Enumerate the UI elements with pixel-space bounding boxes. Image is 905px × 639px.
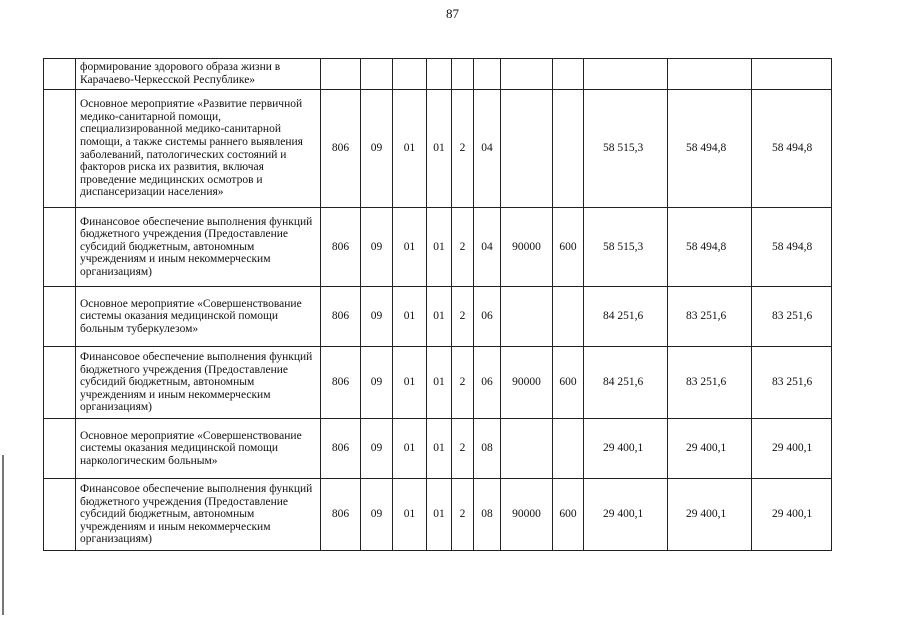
cell-program: 01 xyxy=(427,287,452,347)
cell-amount-year-3: 83 251,6 xyxy=(752,287,832,347)
cell-subsection: 01 xyxy=(393,287,427,347)
cell-amount-year-1: 58 515,3 xyxy=(584,208,668,287)
cell-expense-type: 600 xyxy=(553,347,584,419)
cell-amount-year-3 xyxy=(752,59,832,90)
cell-subsection: 01 xyxy=(393,479,427,551)
table-row xyxy=(44,59,832,90)
cell-event: 08 xyxy=(474,419,501,479)
cell-description: Финансовое обеспечение выполнения функций бюджетного учреждения (Предоставление субсидий бюджетным, автономным учреждениям и иным некоммерческим организациям) xyxy=(76,208,321,287)
cell-subsection: 01 xyxy=(393,208,427,287)
table-body xyxy=(44,59,832,551)
cell-expense-type xyxy=(553,59,584,90)
cell-section: 09 xyxy=(361,419,393,479)
cell-amount-year-3: 83 251,6 xyxy=(752,347,832,419)
table-row xyxy=(44,287,832,347)
budget-table xyxy=(43,58,832,551)
cell-amount-year-3: 58 494,8 xyxy=(752,90,832,208)
cell-amount-year-3: 29 400,1 xyxy=(752,479,832,551)
table-row xyxy=(44,419,832,479)
page-number: 87 xyxy=(446,6,459,21)
cell-subsection xyxy=(393,59,427,90)
cell-subsection: 01 xyxy=(393,347,427,419)
cell-amount-year-2: 58 494,8 xyxy=(668,208,752,287)
cell-event: 06 xyxy=(474,347,501,419)
table-row xyxy=(44,479,832,551)
cell-expense-type: 600 xyxy=(553,208,584,287)
cell-section xyxy=(361,59,393,90)
cell-amount-year-3: 29 400,1 xyxy=(752,419,832,479)
cell-expense-direction xyxy=(501,59,553,90)
cell-event: 04 xyxy=(474,90,501,208)
cell-description: Основное мероприятие «Совершенствование системы оказания медицинской помощи больным туберкулезом» xyxy=(76,287,321,347)
cell-amount-year-2: 29 400,1 xyxy=(668,419,752,479)
cell-expense-type xyxy=(553,419,584,479)
cell-amount-year-2: 29 400,1 xyxy=(668,479,752,551)
cell-amount-year-2: 83 251,6 xyxy=(668,347,752,419)
cell-ministry-code: 806 xyxy=(321,208,361,287)
cell-ministry-code: 806 xyxy=(321,90,361,208)
cell-expense-type: 600 xyxy=(553,479,584,551)
table-row xyxy=(44,347,832,419)
cell-row-number xyxy=(44,287,76,347)
cell-expense-direction xyxy=(501,419,553,479)
cell-program xyxy=(427,59,452,90)
cell-row-number xyxy=(44,419,76,479)
cell-amount-year-1: 84 251,6 xyxy=(584,287,668,347)
cell-description: Финансовое обеспечение выполнения функций бюджетного учреждения (Предоставление субсидий бюджетным, автономным учреждениям и иным некоммерческим организациям) xyxy=(76,479,321,551)
cell-subprogram: 2 xyxy=(452,347,474,419)
cell-description: Финансовое обеспечение выполнения функций бюджетного учреждения (Предоставление субсидий бюджетным, автономным учреждениям и иным некоммерческим организациям) xyxy=(76,347,321,419)
cell-ministry-code: 806 xyxy=(321,347,361,419)
cell-amount-year-1 xyxy=(584,59,668,90)
cell-event: 08 xyxy=(474,479,501,551)
cell-subprogram: 2 xyxy=(452,90,474,208)
cell-amount-year-1: 29 400,1 xyxy=(584,479,668,551)
cell-ministry-code xyxy=(321,59,361,90)
cell-expense-direction: 90000 xyxy=(501,347,553,419)
cell-program: 01 xyxy=(427,419,452,479)
cell-program: 01 xyxy=(427,90,452,208)
cell-ministry-code: 806 xyxy=(321,287,361,347)
cell-row-number xyxy=(44,59,76,90)
cell-amount-year-1: 84 251,6 xyxy=(584,347,668,419)
cell-expense-type xyxy=(553,90,584,208)
cell-subsection: 01 xyxy=(393,419,427,479)
cell-section: 09 xyxy=(361,90,393,208)
cell-event: 06 xyxy=(474,287,501,347)
cell-expense-type xyxy=(553,287,584,347)
cell-description: Основное мероприятие «Совершенствование системы оказания медицинской помощи наркологическим больным» xyxy=(76,419,321,479)
cell-program: 01 xyxy=(427,479,452,551)
table-row xyxy=(44,90,832,208)
cell-subprogram: 2 xyxy=(452,419,474,479)
cell-amount-year-2 xyxy=(668,59,752,90)
cell-amount-year-3: 58 494,8 xyxy=(752,208,832,287)
cell-program: 01 xyxy=(427,347,452,419)
cell-event xyxy=(474,59,501,90)
cell-ministry-code: 806 xyxy=(321,479,361,551)
cell-section: 09 xyxy=(361,479,393,551)
cell-event: 04 xyxy=(474,208,501,287)
cell-program: 01 xyxy=(427,208,452,287)
cell-row-number xyxy=(44,479,76,551)
cell-expense-direction xyxy=(501,90,553,208)
cell-ministry-code: 806 xyxy=(321,419,361,479)
cell-description: Основное мероприятие «Развитие первичной медико-санитарной помощи, специализированной медико-санитарной помощи, а также системы раннего выявления заболеваний, патологических состояний и факторов риска их развития, включая проведение медицинских осмотров и диспансеризации населения» xyxy=(76,90,321,208)
table-row xyxy=(44,208,832,287)
cell-description: формирование здорового образа жизни в Карачаево-Черкесской Республике» xyxy=(76,59,321,90)
cell-expense-direction xyxy=(501,287,553,347)
cell-row-number xyxy=(44,90,76,208)
cell-subsection: 01 xyxy=(393,90,427,208)
cell-expense-direction: 90000 xyxy=(501,479,553,551)
cell-row-number xyxy=(44,208,76,287)
scan-edge-mark xyxy=(2,455,4,615)
cell-subprogram: 2 xyxy=(452,479,474,551)
cell-subprogram xyxy=(452,59,474,90)
cell-subprogram: 2 xyxy=(452,287,474,347)
cell-amount-year-2: 58 494,8 xyxy=(668,90,752,208)
cell-amount-year-1: 58 515,3 xyxy=(584,90,668,208)
cell-row-number xyxy=(44,347,76,419)
cell-amount-year-1: 29 400,1 xyxy=(584,419,668,479)
cell-section: 09 xyxy=(361,208,393,287)
cell-subprogram: 2 xyxy=(452,208,474,287)
cell-amount-year-2: 83 251,6 xyxy=(668,287,752,347)
cell-section: 09 xyxy=(361,347,393,419)
cell-section: 09 xyxy=(361,287,393,347)
cell-expense-direction: 90000 xyxy=(501,208,553,287)
